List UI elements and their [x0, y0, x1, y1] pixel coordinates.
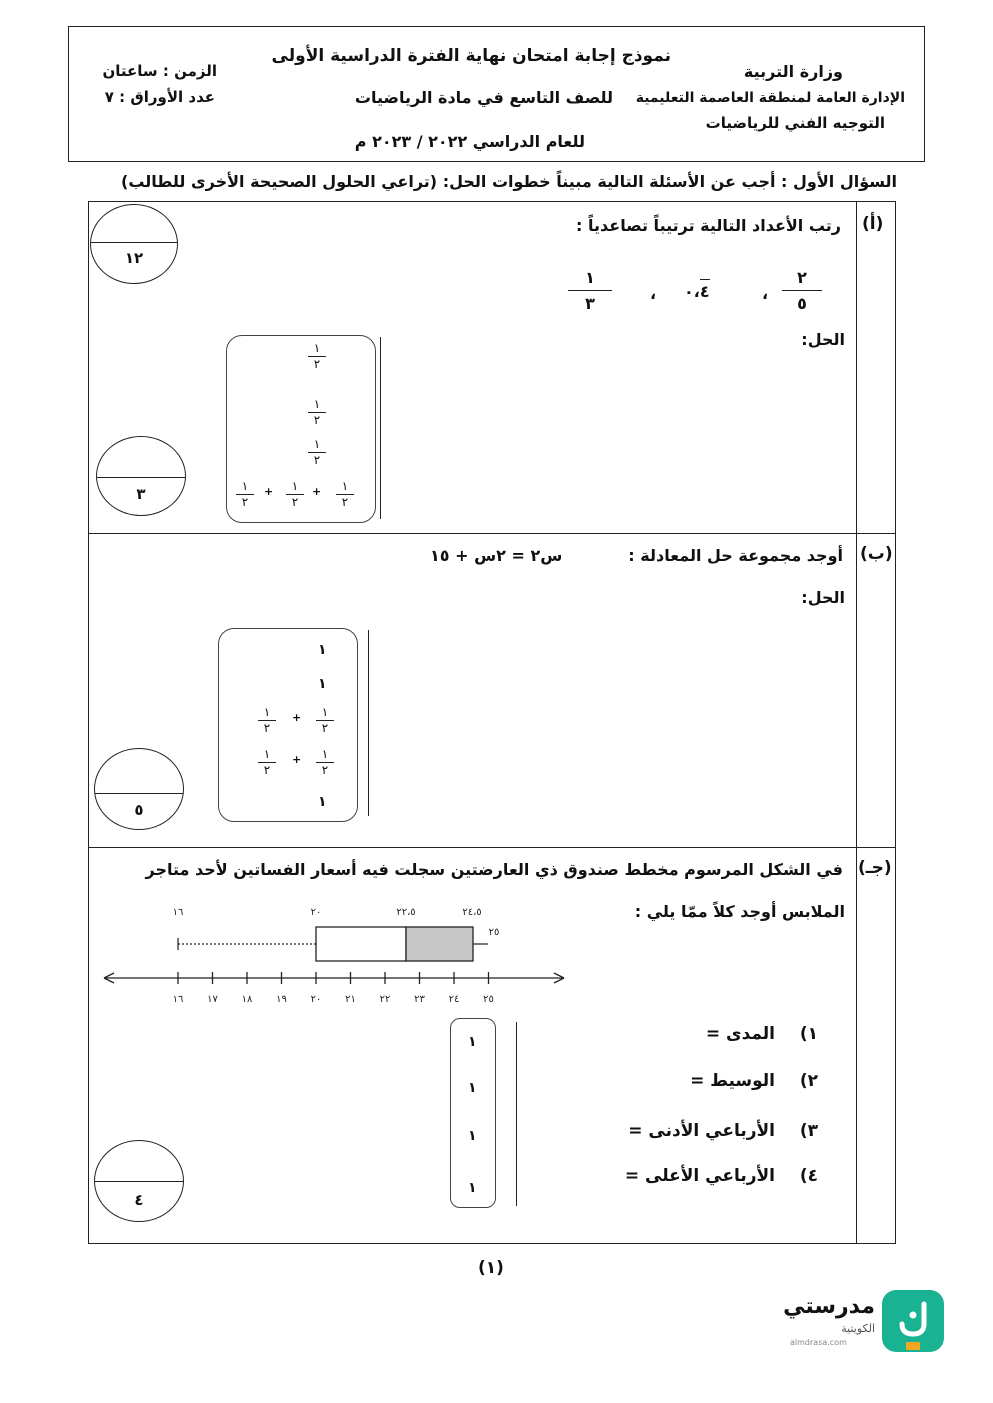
part-b-equation: س٢ = ٢س + ١٥	[430, 546, 563, 565]
label-column-divider	[856, 201, 857, 1244]
exam-title: نموذج إجابة امتحان نهاية الفترة الدراسية الأولى	[271, 46, 671, 66]
part-b-prompt: أوجد مجموعة حل المعادلة :	[628, 546, 843, 565]
plus-sign: +	[292, 711, 302, 724]
part-c-marking-line	[516, 1022, 517, 1206]
part-c-prompt-line1: في الشكل المرسوم مخطط صندوق ذي العارضتين سجلت فيه أسعار الفساتين لأحد متاجر	[145, 860, 843, 879]
mark-one: ١	[318, 642, 327, 658]
part-a-marking-line	[380, 337, 381, 519]
part-c-mark: ٤	[134, 1191, 144, 1209]
half-mark: ١ ٢	[256, 748, 278, 777]
brand-logo	[882, 1290, 944, 1352]
page-number: (١)	[478, 1258, 504, 1278]
half-mark: ١ ٢	[334, 480, 356, 509]
repeating-decimal	[684, 282, 710, 301]
half-mark: ١ ٢	[314, 748, 336, 777]
frac1-denominator: ٥	[797, 294, 807, 313]
box-label-median: ٢٢،٥	[396, 907, 416, 918]
comma-1: ،	[762, 284, 769, 303]
axis-tick-label: ١٨	[241, 994, 253, 1005]
item-median-number: ٢)	[799, 1071, 818, 1091]
part-c-mark-circle	[94, 1140, 184, 1222]
plus-sign: +	[264, 485, 274, 498]
box-plot	[96, 895, 576, 1010]
part-b-mark-circle	[94, 748, 184, 830]
part-a-prompt: رتب الأعداد التالية ترتيباً تصاعدياً :	[576, 216, 841, 235]
part-c-label: (جـ)	[858, 858, 892, 878]
school-year: للعام الدراسي ٢٠٢٢ / ٢٠٢٣ م	[354, 132, 585, 151]
mark-one: ١	[318, 794, 327, 810]
half-mark: ١ ٢	[306, 342, 328, 371]
box-label-q1: ٢٠	[310, 907, 322, 918]
item-lower-quartile-number: ٣)	[799, 1121, 818, 1141]
axis-tick-label: ١٧	[207, 994, 218, 1005]
axis-tick-label: ١٦	[172, 994, 184, 1005]
exam-time: الزمن : ساعتان	[102, 62, 217, 80]
plus-sign: +	[292, 753, 302, 766]
frac2-numerator: ١	[585, 268, 595, 287]
half-mark: ١ ٢	[306, 438, 328, 467]
part-c-prompt-line2: الملابس أوجد كلاً ممّا يلي :	[634, 902, 845, 921]
supervision: التوجيه الفني للرياضيات	[705, 114, 885, 132]
decimal-repeating-digit: ٤	[700, 279, 710, 301]
item-upper-quartile-number: ٤)	[799, 1166, 818, 1186]
axis-tick-label: ١٩	[276, 994, 287, 1005]
part-b-marking-box	[218, 628, 358, 822]
item-mark: ١	[468, 1180, 477, 1196]
half-mark: ١ ٢	[306, 398, 328, 427]
fraction-one-third	[568, 268, 612, 313]
item-upper-quartile: الأرباعي الأعلى =	[624, 1166, 775, 1186]
brand-url: almdrasa.com	[790, 1338, 847, 1347]
item-mark: ١	[468, 1080, 477, 1096]
part-a-solution-label: الحل:	[801, 330, 845, 349]
box-lower-half	[316, 927, 406, 961]
row-divider-2	[88, 847, 896, 848]
half-mark: ١ ٢	[234, 480, 256, 509]
mark-one: ١	[318, 676, 327, 692]
axis-tick-label: ٢٠	[310, 994, 322, 1005]
item-mark: ١	[468, 1128, 477, 1144]
part-a-sub-mark-circle	[96, 436, 186, 516]
half-mark: ١ ٢	[284, 480, 306, 509]
frac1-numerator: ٢	[797, 268, 807, 287]
half-mark: ١ ٢	[256, 706, 278, 735]
axis-tick-label: ٢١	[345, 994, 356, 1005]
item-lower-quartile: الأرباعي الأدنى =	[628, 1121, 775, 1141]
axis-tick-label: ٢٥	[483, 994, 494, 1005]
box-label-q3: ٢٤،٥	[462, 907, 482, 918]
part-a-total-mark: ١٢	[124, 249, 144, 267]
part-a-total-mark-circle	[90, 204, 178, 284]
axis-tick-label: ٢٤	[448, 994, 460, 1005]
part-b-solution-label: الحل:	[801, 588, 845, 607]
part-b-label: (ب)	[860, 544, 893, 564]
axis-tick-label: ٢٢	[379, 994, 391, 1005]
half-mark: ١ ٢	[314, 706, 336, 735]
item-median: الوسيط =	[690, 1071, 775, 1091]
item-range: المدى =	[705, 1024, 775, 1044]
axis-tick-label: ٢٣	[414, 994, 425, 1005]
brand-logo-icon	[882, 1290, 944, 1352]
box-label-min: ١٦	[172, 907, 184, 918]
page-count: عدد الأوراق : ٧	[104, 88, 215, 106]
box-label-max: ٢٥	[488, 927, 500, 938]
fraction-two-fifths	[782, 268, 822, 313]
item-mark: ١	[468, 1034, 477, 1050]
directorate: الإدارة العامة لمنطقة العاصمة التعليمية	[635, 90, 905, 106]
brand-name: مدرستي	[783, 1294, 875, 1319]
part-b-marking-line	[368, 630, 369, 816]
comma-2: ،	[650, 284, 657, 303]
plus-sign: +	[312, 485, 322, 498]
box-upper-half	[406, 927, 473, 961]
brand-subtitle: الكويتية	[841, 1322, 875, 1335]
part-b-mark: ٥	[134, 801, 144, 819]
frac2-denominator: ٣	[585, 294, 595, 313]
part-a-label: (أ)	[862, 214, 884, 234]
ministry: وزارة التربية	[743, 62, 843, 81]
decimal-integer: ٠،	[684, 282, 700, 301]
item-range-number: ١)	[799, 1024, 818, 1044]
part-a-sub-mark: ٣	[136, 485, 146, 503]
question-instruction: السؤال الأول : أجب عن الأسئلة التالية مبيناً خطوات الحل: (تراعي الحلول الصحيحة الأخرى للطالب)	[121, 172, 897, 191]
grade: للصف التاسع في مادة الرياضيات	[354, 88, 613, 107]
row-divider-1	[88, 533, 896, 534]
